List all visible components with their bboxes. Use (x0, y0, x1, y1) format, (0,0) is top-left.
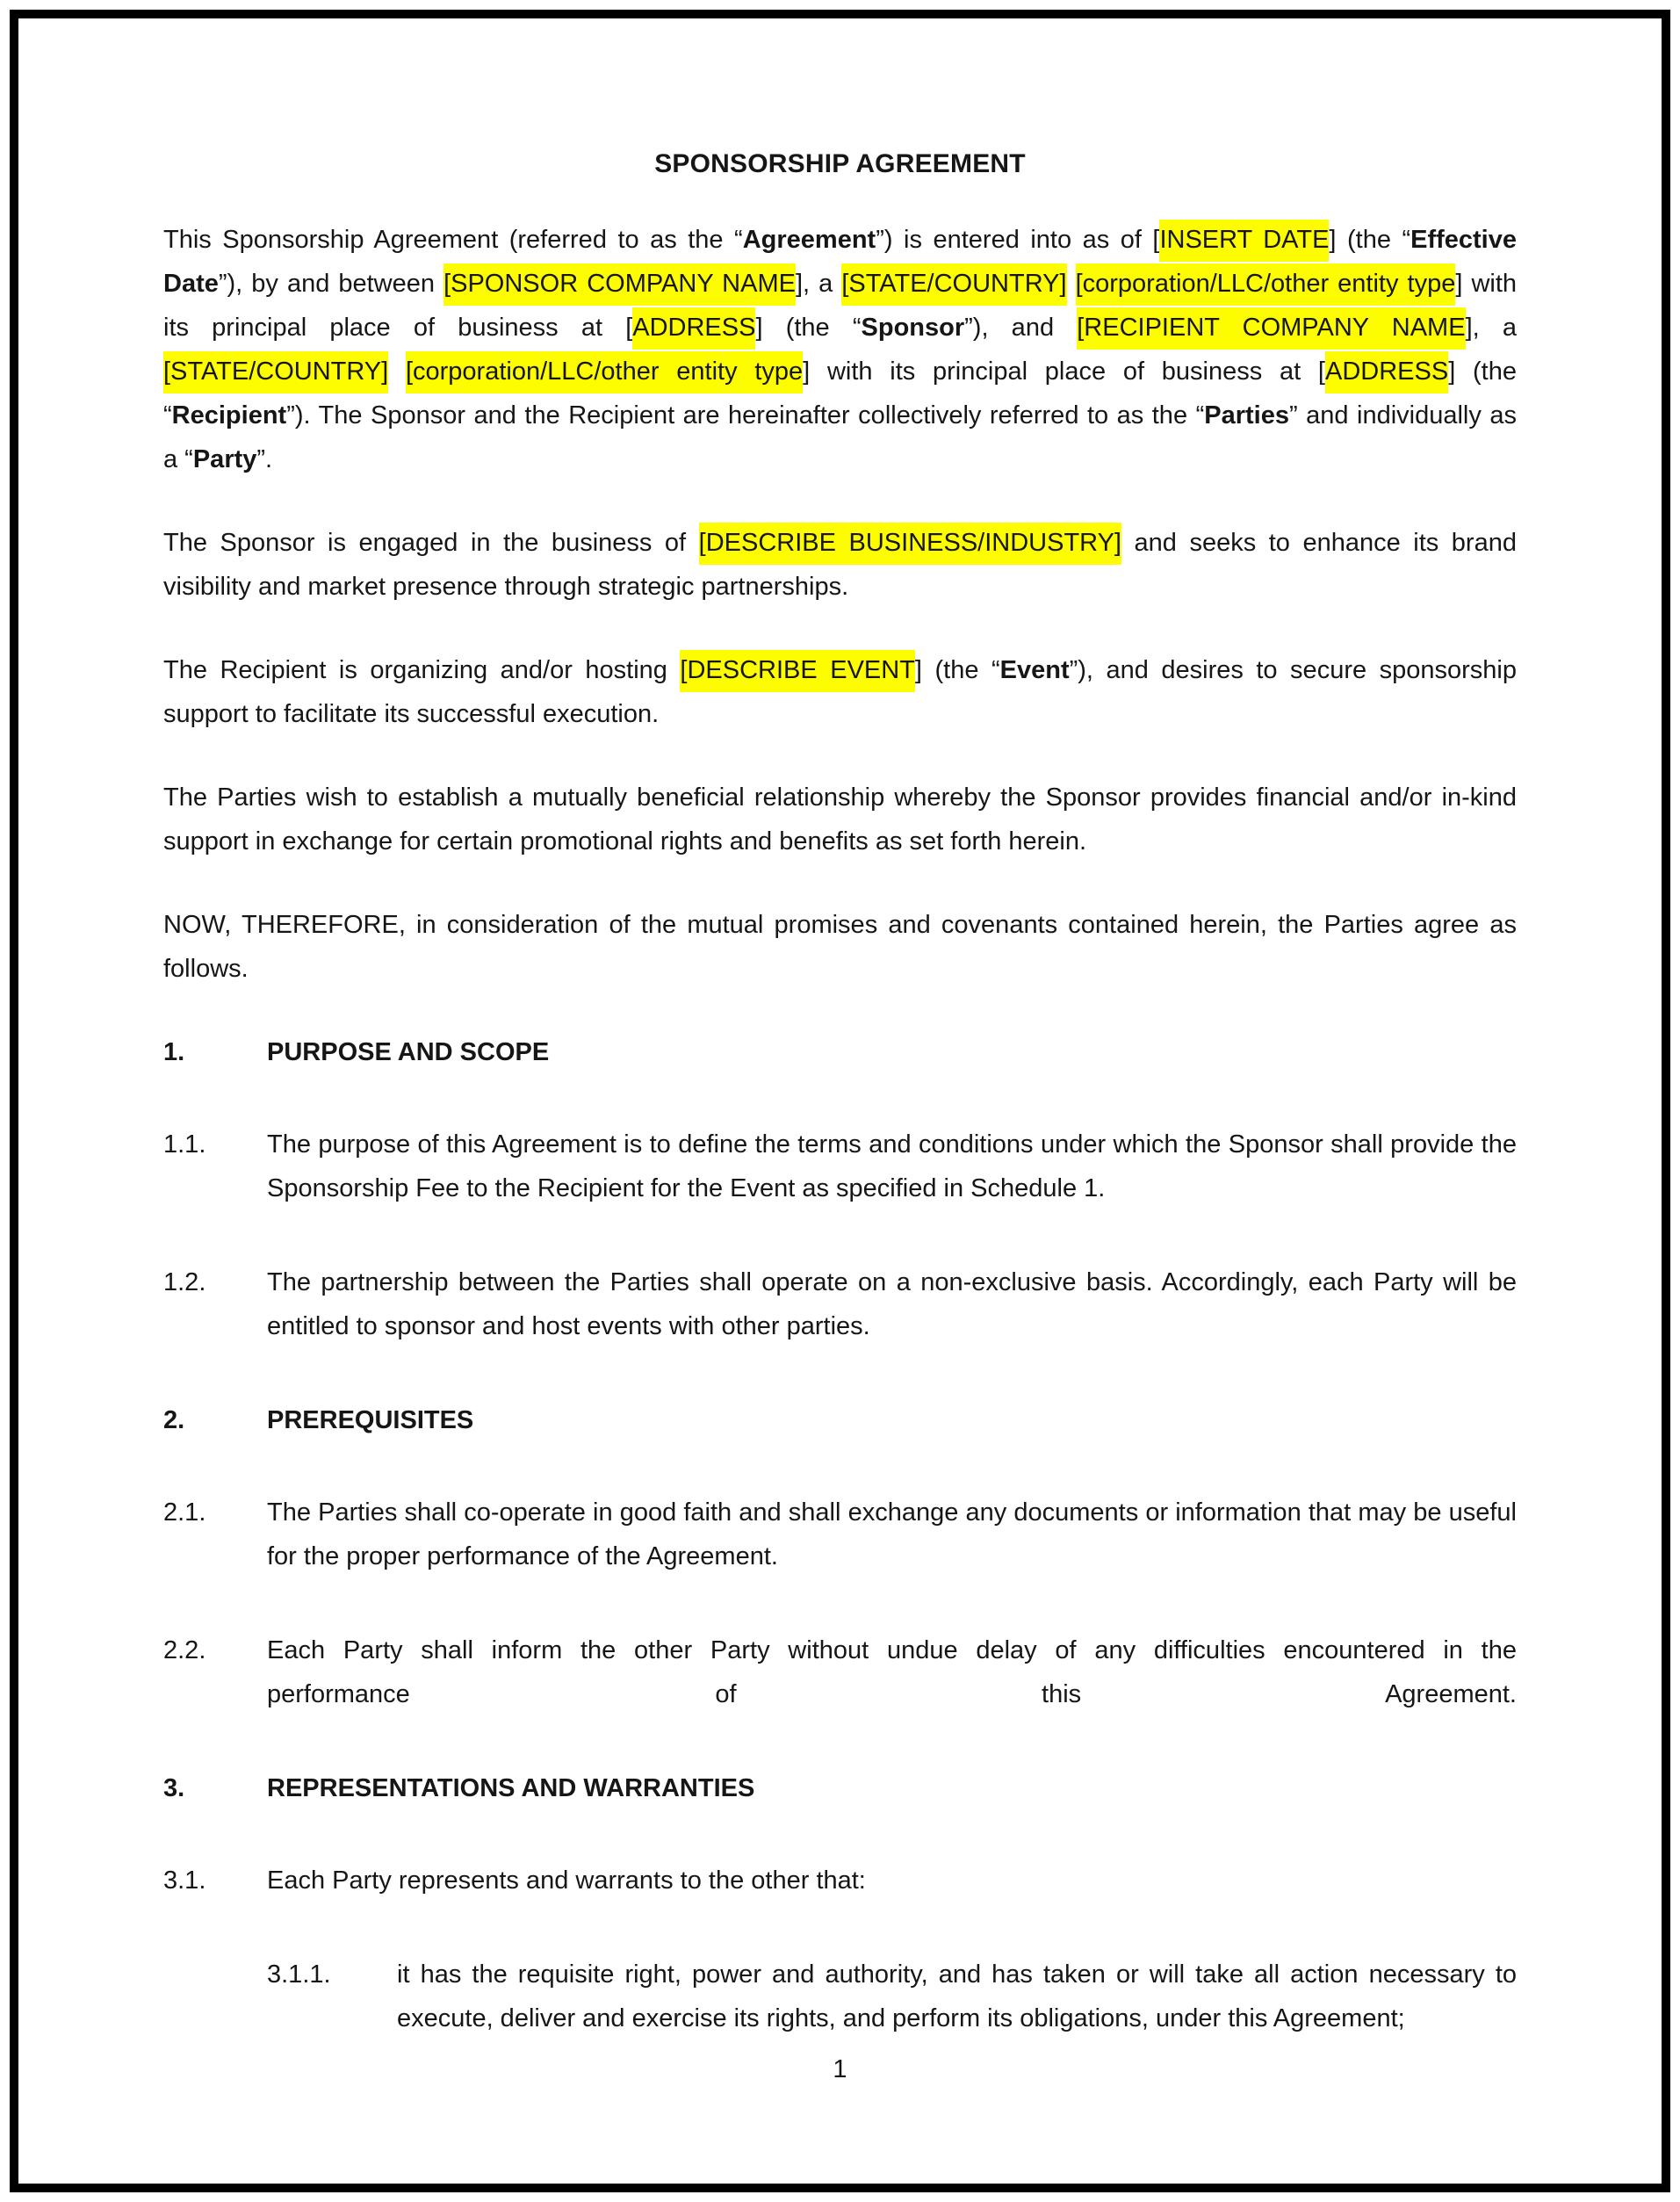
document-page (10, 10, 1670, 2192)
clause-1-2 (163, 1260, 1517, 1348)
clause-1-2-number: 1.2. (163, 1268, 206, 1296)
section-3-heading (163, 1766, 1517, 1810)
document-content (18, 18, 1662, 2184)
section-2-number: 2. (163, 1406, 185, 1434)
clause-1-1-number: 1.1. (163, 1130, 206, 1159)
event-recital: The Recipient is organizing and/or hosting [DESCRIBE EVENT] (the “Event”), and desires to secure sponsorship support to facilitate its successful execution. (163, 648, 1517, 736)
clause-1-1 (163, 1123, 1517, 1210)
clause-1-2-text: The partnership between the Parties shall operate on a non-exclusive basis. Accordingly, each Party will be entitled to sponsor and host events with other parties. (267, 1268, 1517, 1340)
section-1-number: 1. (163, 1038, 185, 1066)
section-1-heading (163, 1030, 1517, 1074)
clause-3-1 (163, 1859, 1517, 1902)
clause-2-2-text: Each Party shall inform the other Party without undue delay of any difficulties encountered in the performance of this Agreement. (267, 1636, 1517, 1708)
clause-3-1-number: 3.1. (163, 1866, 206, 1895)
sponsor-business-recital: The Sponsor is engaged in the business of [DESCRIBE BUSINESS/INDUSTRY] and seeks to enhance its brand visibility and market presence through strategic partnerships. (163, 521, 1517, 609)
page-number: 1 (833, 2055, 847, 2083)
clause-2-2 (163, 1628, 1517, 1716)
clause-1-1-text: The purpose of this Agreement is to define the terms and conditions under which the Sponsor shall provide the Sponsorship Fee to the Recipient for the Event as specified in Schedule 1. (267, 1130, 1517, 1202)
section-3-title: REPRESENTATIONS AND WARRANTIES (267, 1774, 755, 1802)
clause-3-1-1-text: it has the requisite right, power and authority, and has taken or will take all action necessary to execute, deliver and exercise its rights, and perform its obligations, under this Agreement; (397, 1960, 1517, 2032)
section-2-title: PREREQUISITES (267, 1406, 474, 1434)
clause-2-1-number: 2.1. (163, 1498, 206, 1527)
section-2-heading (163, 1398, 1517, 1442)
section-1-title: PURPOSE AND SCOPE (267, 1038, 550, 1066)
mutual-benefit-recital: The Parties wish to establish a mutually beneficial relationship whereby the Sponsor provides financial and/or in-kind support in exchange for certain promotional rights and benefits as set forth herein. (163, 783, 1517, 856)
clause-2-1-text: The Parties shall co-operate in good faith and shall exchange any documents or information that may be useful for the proper performance of the Agreement. (267, 1498, 1517, 1570)
section-3-number: 3. (163, 1774, 185, 1802)
clause-3-1-text: Each Party represents and warrants to the other that: (267, 1866, 866, 1895)
clause-3-1-1-number: 3.1.1. (267, 1960, 331, 1989)
intro-paragraph: This Sponsorship Agreement (referred to as the “Agreement”) is entered into as of [INSERT DATE] (the “Effective Date”), by and between [SPONSOR COMPANY NAME], a [STATE/COUNTRY] [corporation/LLC/other entity type] with its principal place of business at [ADDRESS] (the “Sponsor”), and [RECIPIENT COMPANY NAME], a [STATE/COUNTRY] [corporation/LLC/other entity type] with its principal place of business at [ADDRESS] (the “Recipient”). The Sponsor and the Recipient are hereinafter collectively referred to as the “Parties” and individually as a “Party”. (163, 218, 1517, 481)
clause-2-1 (163, 1491, 1517, 1578)
document-title: SPONSORSHIP AGREEMENT (654, 149, 1026, 178)
consideration-clause: NOW, THEREFORE, in consideration of the mutual promises and covenants contained herein, the Parties agree as follows. (163, 911, 1517, 983)
clause-2-2-number: 2.2. (163, 1636, 206, 1664)
clause-3-1-1 (267, 1953, 1517, 2040)
